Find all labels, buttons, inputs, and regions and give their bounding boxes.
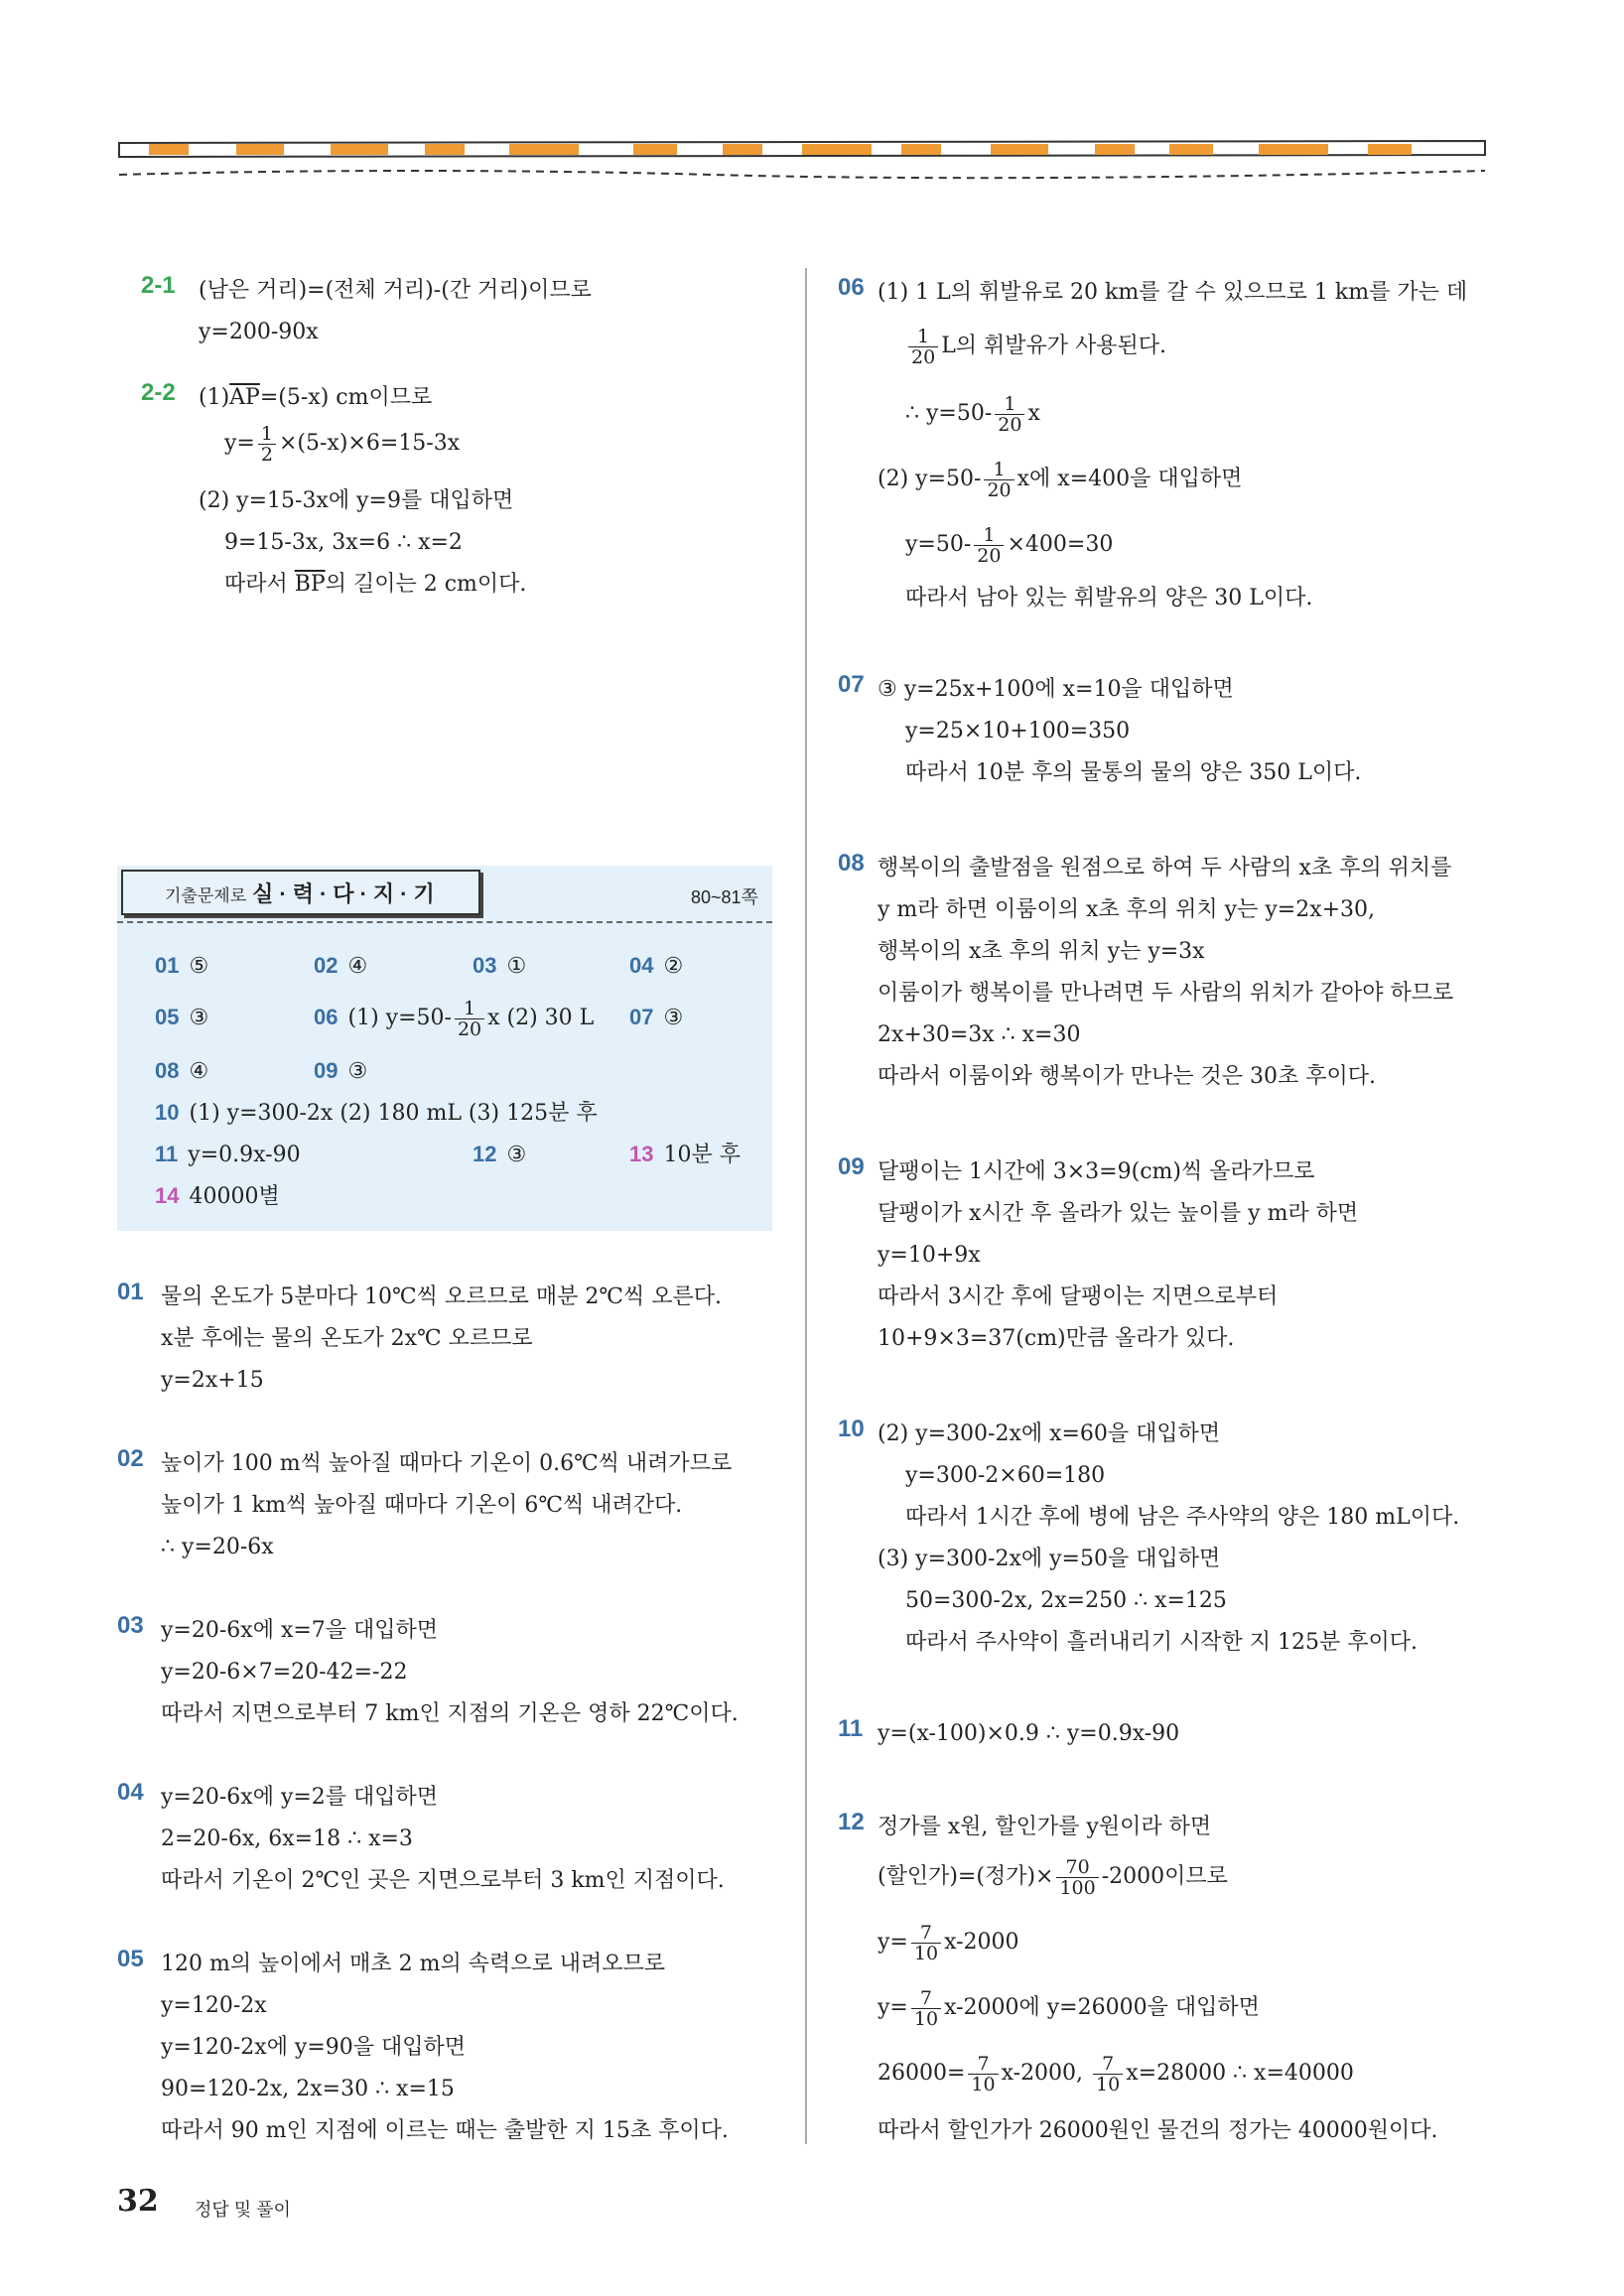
text: x-2000 <box>944 1930 1019 1955</box>
answer-value: y=0.9x-90 <box>188 1143 301 1167</box>
text: L의 휘발유가 사용된다. <box>941 334 1167 358</box>
text: =(5-x) cm이므로 <box>259 385 433 410</box>
answer-value: x (2) 30 L <box>487 1006 595 1030</box>
text-line <box>878 459 1242 500</box>
answer-item <box>629 1134 741 1176</box>
answer-item <box>155 997 208 1039</box>
text-line: 따라서 90 m인 지점에 이르는 때는 출발한 지 15초 후이다. <box>161 2118 729 2143</box>
answer-value: ④ <box>347 954 368 979</box>
text-line: y=120-2x에 y=90을 대입하면 <box>161 2035 467 2060</box>
text: x <box>1027 401 1040 426</box>
problem-number: 2-2 <box>141 379 176 406</box>
answer-item <box>155 1175 280 1218</box>
problem-number: 10 <box>838 1416 865 1442</box>
problem-number: 12 <box>838 1809 865 1835</box>
answer-value: ③ <box>189 1006 209 1030</box>
denominator: 20 <box>998 413 1022 436</box>
denominator: 20 <box>987 478 1012 501</box>
label: (1) <box>199 385 230 410</box>
answer-number: 02 <box>314 953 338 978</box>
tab-title: 실·력·다·지·기 <box>252 881 441 906</box>
equation: ∴ y=20-6x <box>161 1535 274 1559</box>
text-line: 따라서 10분 후의 물통의 물의 양은 350 L이다. <box>905 760 1362 785</box>
text-line: 물의 온도가 5분마다 10℃씩 오르므로 매분 2℃씩 오른다. <box>161 1284 722 1309</box>
equation: y=(x-100)×0.9 ∴ y=0.9x-90 <box>878 1721 1180 1746</box>
answer-item <box>314 945 367 988</box>
text-line: 따라서 지면으로부터 7 km인 지점의 기온은 영하 22℃이다. <box>161 1701 739 1726</box>
text: y= <box>878 1995 908 2020</box>
text: 26000= <box>878 2061 966 2086</box>
text-line: (1) 1 L의 휘발유로 20 km를 갈 수 있으므로 1 km를 가는 데 <box>878 280 1468 305</box>
equation <box>224 423 460 465</box>
text: y= <box>224 431 255 456</box>
fraction <box>974 525 1004 566</box>
answer-item <box>155 1092 598 1135</box>
problem-number: 09 <box>838 1153 865 1180</box>
problem-number: 02 <box>117 1445 144 1472</box>
text-line: 따라서 이룸이와 행복이가 만나는 것은 30초 후이다. <box>878 1064 1376 1089</box>
numerator: 1 <box>908 327 938 347</box>
text: ×(5-x)×6=15-3x <box>278 431 461 456</box>
denominator: 10 <box>1096 2073 1121 2095</box>
equation: y=10+9x <box>878 1243 981 1268</box>
footer-label: 정답 및 풀이 <box>195 2200 291 2220</box>
problem-number: 08 <box>838 850 865 877</box>
answer-item <box>314 1050 367 1093</box>
text-line <box>905 326 1166 367</box>
text-line: 따라서 할인가가 26000원인 물건의 정가는 40000원이다. <box>878 2118 1438 2143</box>
equation: y=20-6×7=20-42=-22 <box>161 1660 408 1685</box>
numerator: 7 <box>911 1988 941 2009</box>
segment: $\overline{BP}$ <box>294 572 326 597</box>
page-number: 32 <box>117 2184 159 2219</box>
text-line: (2) y=300-2x에 x=60을 대입하면 <box>878 1421 1221 1446</box>
answer-value: ② <box>663 954 684 979</box>
answer-item <box>155 1050 208 1093</box>
text: (2) y=50- <box>878 467 982 491</box>
numerator: 7 <box>911 1923 941 1944</box>
answer-number: 12 <box>473 1142 497 1166</box>
equation <box>905 524 1113 566</box>
equation <box>878 1856 1228 1898</box>
denominator: 10 <box>971 2073 996 2095</box>
answer-number: 11 <box>155 1142 179 1166</box>
problem-number: 11 <box>838 1715 864 1742</box>
fraction <box>911 1923 941 1963</box>
fraction <box>455 999 484 1039</box>
fraction <box>911 1988 941 2029</box>
problem-number: 2-1 <box>141 272 176 299</box>
text-line: y m라 하면 이룸이의 x초 후의 위치 y는 y=2x+30, <box>878 897 1376 922</box>
divider <box>117 921 772 923</box>
equation: y=300-2×60=180 <box>905 1463 1106 1488</box>
fraction <box>908 327 938 367</box>
answer-item <box>155 1134 301 1176</box>
answer-number: 03 <box>473 953 497 978</box>
fraction <box>995 394 1024 435</box>
numerator: 1 <box>995 394 1024 415</box>
denominator: 20 <box>977 544 1002 567</box>
problem-number: 01 <box>117 1279 144 1305</box>
answer-item <box>629 945 683 988</box>
denominator: 100 <box>1059 1876 1096 1899</box>
equation: 9=15-3x, 3x=6 ∴ x=2 <box>224 530 463 555</box>
answer-item <box>314 997 594 1039</box>
text: ×400=30 <box>1007 532 1114 557</box>
section-tab <box>121 870 480 915</box>
problem-number: 06 <box>838 274 865 301</box>
denominator: 2 <box>260 443 273 466</box>
numerator: 1 <box>984 460 1014 480</box>
denominator: 20 <box>911 345 936 368</box>
text-line: 따라서 기온이 2℃인 곳은 지면으로부터 3 km인 지점이다. <box>161 1868 725 1893</box>
text: 따라서 <box>224 572 295 597</box>
equation: 90=120-2x, 2x=30 ∴ x=15 <box>161 2077 455 2101</box>
text-line: 달팽이가 x시간 후 올라가 있는 높이를 y m라 하면 <box>878 1201 1359 1226</box>
text-line: 정가를 x원, 할인가를 y원이라 하면 <box>878 1815 1212 1839</box>
denominator: 10 <box>913 1942 939 1964</box>
segment: $\overline{AP}$ <box>229 385 260 410</box>
fraction <box>1093 2054 1123 2094</box>
numerator: 7 <box>1093 2054 1123 2075</box>
text: -2000이므로 <box>1101 1864 1228 1889</box>
text-line: 높이가 100 m씩 높아질 때마다 기온이 0.6℃씩 내려가므로 <box>161 1451 733 1476</box>
answer-number: 04 <box>629 953 654 978</box>
tab-small-label: 기출문제로 <box>165 886 247 905</box>
text-line <box>199 377 432 419</box>
answer-value: (1) y=300-2x (2) 180 mL (3) 125분 후 <box>189 1101 598 1126</box>
text-line: y=20-6x에 x=7을 대입하면 <box>161 1618 439 1643</box>
text-line <box>224 564 526 606</box>
header-decoration <box>117 131 1487 187</box>
answer-value: ③ <box>663 1006 684 1030</box>
text-line: 행복이의 x초 후의 위치 y는 y=3x <box>878 939 1205 964</box>
numerator: 1 <box>455 999 484 1019</box>
text: x-2000, <box>1001 2061 1091 2086</box>
problem-number: 04 <box>117 1779 144 1806</box>
numerator: 70 <box>1056 1857 1098 1878</box>
text: x=28000 ∴ x=40000 <box>1126 2061 1354 2086</box>
answer-value: 10분 후 <box>663 1143 741 1167</box>
text-line: 10+9×3=37(cm)만큼 올라가 있다. <box>878 1326 1235 1351</box>
answer-item <box>155 945 208 988</box>
fraction <box>968 2054 998 2094</box>
text-line: 따라서 3시간 후에 달팽이는 지면으로부터 <box>878 1284 1279 1309</box>
numerator: 7 <box>968 2054 998 2075</box>
denominator: 10 <box>913 2007 939 2030</box>
fraction <box>1056 1857 1098 1898</box>
text: x에 x=400을 대입하면 <box>1016 467 1243 491</box>
answer-value: ③ <box>347 1059 368 1084</box>
answer-value: ① <box>506 954 527 979</box>
answer-number: 01 <box>155 953 180 978</box>
text-line: 따라서 남아 있는 휘발유의 양은 30 L이다. <box>905 586 1313 610</box>
equation: 50=300-2x, 2x=250 ∴ x=125 <box>905 1588 1227 1613</box>
problem-number: 05 <box>117 1946 144 1972</box>
answer-value: ⑤ <box>189 954 209 979</box>
text: (할인가)=(정가)× <box>878 1864 1054 1889</box>
equation: y=2x+15 <box>161 1368 264 1393</box>
equation <box>878 2053 1354 2094</box>
answer-number: 14 <box>155 1183 180 1208</box>
text: y=50- <box>905 532 972 557</box>
answer-value: 40000별 <box>189 1184 280 1209</box>
equation: y=25×10+100=350 <box>905 719 1131 743</box>
fraction <box>258 424 276 465</box>
equation: 2=20-6x, 6x=18 ∴ x=3 <box>161 1826 413 1851</box>
equation: y=120-2x <box>161 1993 267 2018</box>
text-line: (3) y=300-2x에 y=50을 대입하면 <box>878 1547 1221 1571</box>
text: x-2000에 y=26000을 대입하면 <box>944 1995 1260 2020</box>
answer-value: (1) y=50- <box>347 1006 452 1030</box>
answer-item <box>629 997 683 1039</box>
page-range: 80~81쪽 <box>691 887 758 907</box>
problem-number: 03 <box>117 1612 144 1639</box>
equation <box>905 393 1040 435</box>
numerator: 1 <box>258 424 276 445</box>
text-line: x분 후에는 물의 온도가 2x℃ 오르므로 <box>161 1326 533 1351</box>
text-line: 높이가 1 km씩 높아질 때마다 기온이 6℃씩 내려간다. <box>161 1493 683 1518</box>
answer-value: ④ <box>189 1059 209 1084</box>
column-divider <box>805 268 807 2144</box>
text-line: 이룸이가 행복이를 만나려면 두 사람의 위치가 같아야 하므로 <box>878 981 1454 1006</box>
text: ∴ y=50- <box>905 401 993 426</box>
denominator: 20 <box>457 1017 482 1040</box>
text-line: (남은 거리)=(전체 거리)-(간 거리)이므로 <box>199 278 592 303</box>
text-line: 행복이의 출발점을 원점으로 하여 두 사람의 x초 후의 위치를 <box>878 856 1452 880</box>
numerator: 1 <box>974 525 1004 546</box>
answer-number: 13 <box>629 1142 654 1166</box>
answer-item <box>473 1134 526 1176</box>
text: 의 길이는 2 cm이다. <box>325 572 527 597</box>
answer-value: ③ <box>506 1143 527 1167</box>
fraction <box>984 460 1014 500</box>
answer-number: 06 <box>314 1005 338 1029</box>
answer-item <box>473 945 526 988</box>
text-line: 따라서 1시간 후에 병에 남은 주사약의 양은 180 mL이다. <box>905 1505 1460 1530</box>
equation: y=200-90x <box>199 320 319 344</box>
answer-number: 05 <box>155 1005 180 1029</box>
text: y= <box>878 1930 908 1955</box>
answer-number: 10 <box>155 1100 180 1125</box>
answer-number: 07 <box>629 1005 654 1029</box>
equation <box>878 1922 1019 1963</box>
text-line: 120 m의 높이에서 매초 2 m의 속력으로 내려오므로 <box>161 1952 665 1976</box>
text-line: (2) y=15-3x에 y=9를 대입하면 <box>199 488 514 513</box>
text-line: y=20-6x에 y=2를 대입하면 <box>161 1785 439 1810</box>
equation: 2x+30=3x ∴ x=30 <box>878 1022 1081 1047</box>
answer-number: 08 <box>155 1058 180 1083</box>
text-line: 달팽이는 1시간에 3×3=9(cm)씩 올라가므로 <box>878 1159 1315 1184</box>
text-line: 따라서 주사약이 흘러내리기 시작한 지 125분 후이다. <box>905 1630 1418 1655</box>
problem-number: 07 <box>838 671 865 698</box>
equation <box>878 1987 1260 2029</box>
text-line: ③ y=25x+100에 x=10을 대입하면 <box>878 677 1234 702</box>
answer-number: 09 <box>314 1058 338 1083</box>
